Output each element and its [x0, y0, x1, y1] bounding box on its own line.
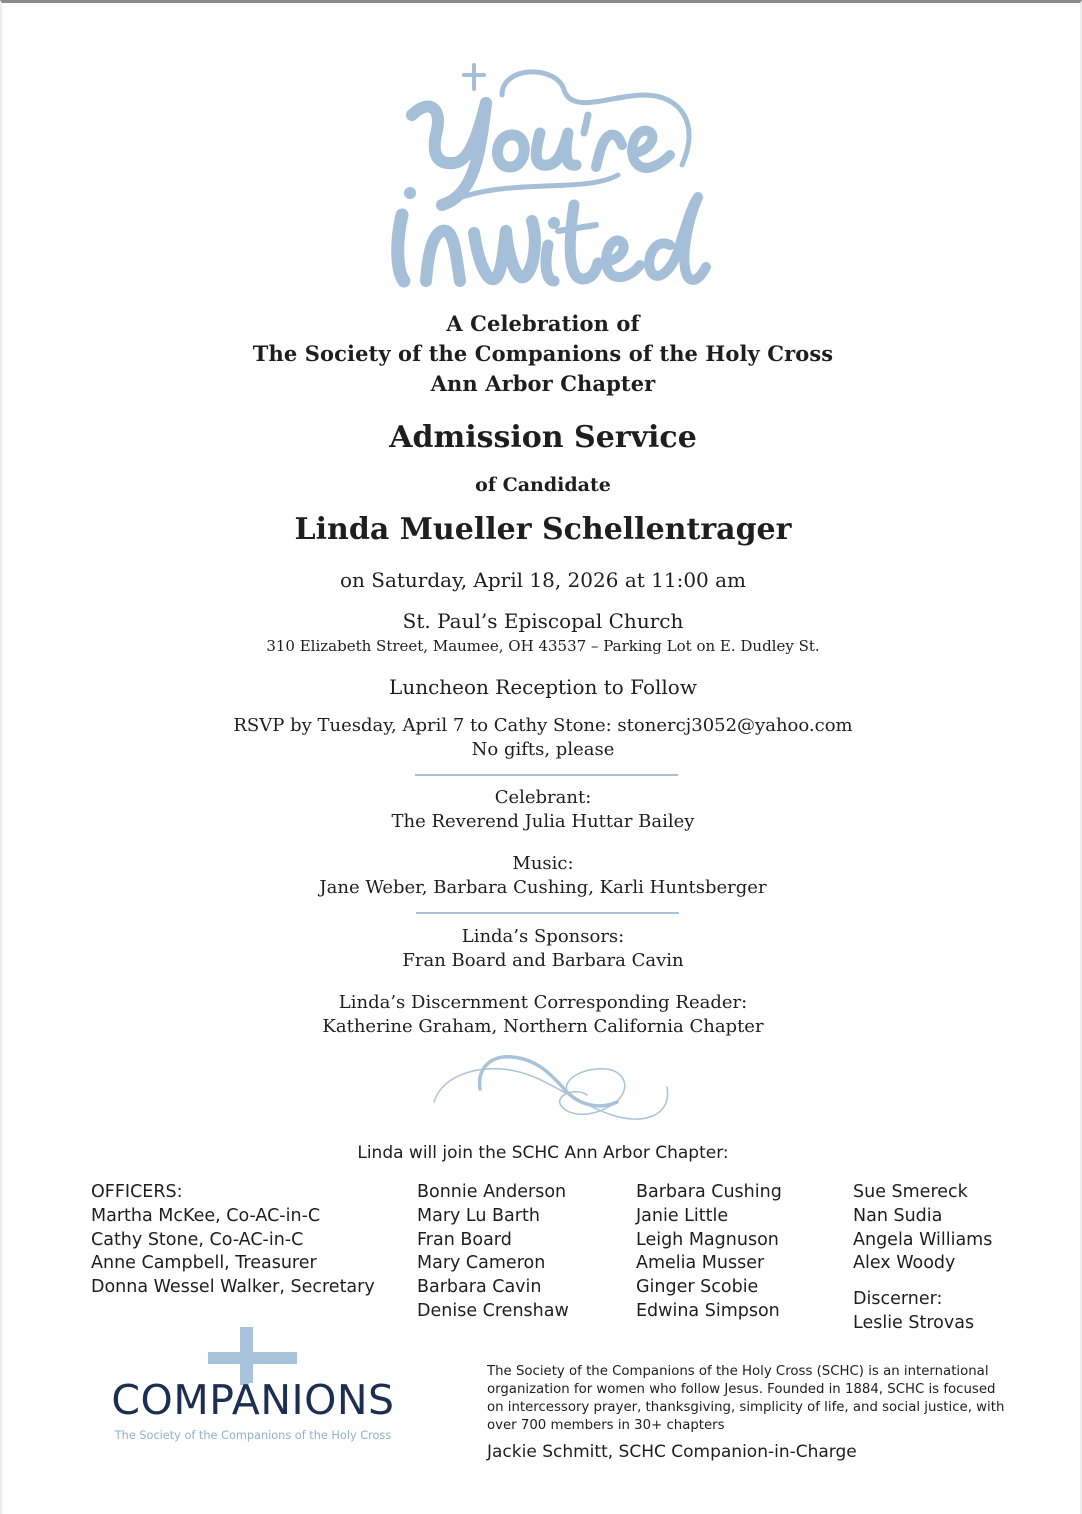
- officers-label: OFFICERS:: [91, 1182, 183, 1202]
- society-description: The Society of the Companions of the Holy Cross (SCHC) is an international organization for women who follow Jesus. Founded in 1884, SCHC is focused on intercessory prayer, thanksgiving, simplicity of life, and social justice, with over 700 members in 30+ chapters: [487, 1364, 1005, 1433]
- members-column-3: [853, 1181, 992, 1336]
- officer-item: Cathy Stone, Co-AC-in-C: [91, 1229, 304, 1250]
- of-candidate-label: of Candidate: [475, 474, 611, 496]
- member-item: Mary Lu Barth: [417, 1205, 540, 1226]
- officer-item: Martha McKee, Co-AC-in-C: [91, 1205, 321, 1226]
- chapter-name: Ann Arbor Chapter: [430, 371, 656, 396]
- officer-item: Donna Wessel Walker, Secretary: [91, 1277, 375, 1298]
- music-block: [2, 852, 1082, 900]
- logo-subtitle: The Society of the Companions of the Holy Cross: [114, 1429, 392, 1442]
- member-item: Sue Smereck: [853, 1182, 968, 1202]
- celebration-line: A Celebration of: [446, 311, 640, 336]
- youre-invited-lettering: [382, 55, 712, 295]
- officer-item: Anne Campbell, Treasurer: [91, 1253, 317, 1274]
- logo-wordmark: COMPANIONS: [111, 1376, 395, 1424]
- member-item: Bonnie Anderson: [417, 1182, 567, 1202]
- discerner-name: Leslie Strovas: [853, 1312, 975, 1333]
- member-item: Alex Woody: [853, 1253, 956, 1274]
- gifts-note: No gifts, please: [471, 739, 615, 760]
- member-item: Mary Cameron: [417, 1253, 546, 1274]
- member-item: Amelia Musser: [636, 1253, 765, 1274]
- member-item: Angela Williams: [853, 1229, 993, 1250]
- member-item: Edwina Simpson: [636, 1300, 780, 1321]
- companions-logo: [94, 1325, 414, 1470]
- members-column-1: [417, 1181, 569, 1324]
- member-item: Fran Board: [417, 1229, 512, 1250]
- music-names: Jane Weber, Barbara Cushing, Karli Huntsberger: [319, 877, 767, 898]
- signoff: Jackie Schmitt, SCHC Companion-in-Charge: [487, 1442, 857, 1462]
- member-item: Barbara Cushing: [636, 1182, 782, 1202]
- member-item: Ginger Scobie: [636, 1277, 759, 1298]
- divider: [416, 912, 679, 914]
- music-label: Music:: [512, 853, 574, 874]
- divider: [415, 774, 678, 776]
- officers-column: [91, 1181, 375, 1300]
- sponsors-label: Linda’s Sponsors:: [461, 926, 625, 947]
- venue-name: St. Paul’s Episcopal Church: [402, 609, 684, 633]
- member-item: Denise Crenshaw: [417, 1300, 569, 1321]
- society-name: The Society of the Companions of the Holy Cross: [252, 341, 834, 366]
- venue-address: 310 Elizabeth Street, Maumee, OH 43537 – Parking Lot on E. Dudley St.: [266, 637, 820, 655]
- flourish-ornament: [422, 1047, 682, 1127]
- celebrant-label: Celebrant:: [494, 787, 592, 808]
- service-title: Admission Service: [389, 420, 697, 455]
- event-date-time: on Saturday, April 18, 2026 at 11:00 am: [339, 568, 747, 592]
- member-item: Leigh Magnuson: [636, 1229, 779, 1250]
- sponsors-block: [2, 925, 1082, 973]
- reception-note: Luncheon Reception to Follow: [389, 675, 697, 699]
- chapter-intro: Linda will join the SCHC Ann Arbor Chapter:: [357, 1143, 729, 1163]
- member-item: Nan Sudia: [853, 1205, 943, 1226]
- candidate-name: Linda Mueller Schellentrager: [294, 512, 792, 547]
- member-item: Barbara Cavin: [417, 1277, 542, 1298]
- celebrant-block: [2, 786, 1082, 834]
- member-item: Janie Little: [636, 1205, 729, 1226]
- discerner-label: Discerner:: [853, 1289, 943, 1310]
- celebration-heading: [2, 309, 1082, 399]
- reader-label: Linda’s Discernment Corresponding Reader:: [338, 992, 748, 1013]
- sponsors-names: Fran Board and Barbara Cavin: [402, 950, 684, 971]
- reader-block: [2, 991, 1082, 1039]
- rsvp-line: RSVP by Tuesday, April 7 to Cathy Stone: stonercj3052@yahoo.com: [233, 715, 853, 736]
- rsvp-block: [2, 714, 1082, 762]
- celebrant-name: The Reverend Julia Huttar Bailey: [391, 811, 695, 832]
- reader-name: Katherine Graham, Northern California Chapter: [322, 1016, 764, 1037]
- members-column-2: [636, 1181, 782, 1324]
